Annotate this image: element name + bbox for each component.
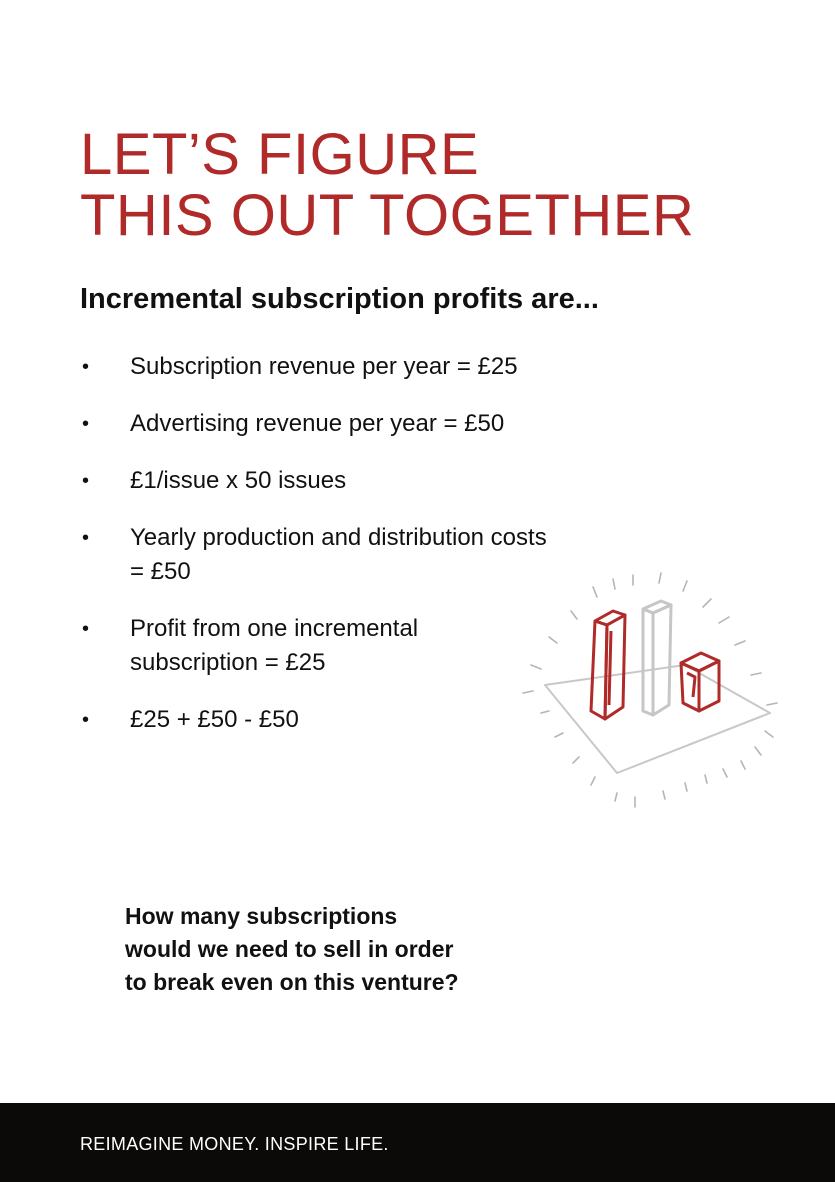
bullet-text: Subscription revenue per year = £25 — [130, 353, 518, 380]
title-line-1: LET’S FIGURE — [80, 122, 480, 187]
question-line-1: How many subscriptions — [125, 903, 398, 929]
bullet-marker: • — [82, 470, 90, 492]
footer-tagline: REIMAGINE MONEY. INSPIRE LIFE. — [80, 1134, 389, 1154]
bullet-marker: • — [82, 413, 90, 435]
bullet-marker: • — [82, 527, 90, 549]
bullet-text: £1/issue x 50 issues — [130, 467, 347, 494]
title-line-2: THIS OUT TOGETHER — [80, 183, 695, 248]
subtitle: Incremental subscription profits are... — [80, 283, 599, 315]
question-line-3: to break even on this venture? — [125, 969, 459, 995]
bar-chart-sketch-icon — [515, 565, 790, 815]
list-item — [80, 703, 580, 737]
list-item — [80, 350, 580, 384]
bullet-marker: • — [82, 356, 90, 378]
footer-bar — [0, 1103, 835, 1182]
bullet-list — [80, 350, 580, 760]
bullet-text: £25 + £50 - £50 — [130, 706, 299, 733]
bullet-text: Advertising revenue per year = £50 — [130, 410, 505, 437]
page-title — [80, 124, 694, 246]
list-item — [80, 612, 490, 680]
list-item — [80, 407, 580, 441]
bullet-marker: • — [82, 709, 90, 731]
question-line-2: would we need to sell in order — [125, 936, 454, 962]
bullet-marker: • — [82, 618, 90, 640]
list-item — [80, 464, 580, 498]
closing-question — [125, 900, 545, 999]
list-item — [80, 521, 560, 589]
bullet-text: Profit from one incremental subscription = £25 — [130, 615, 419, 676]
bullet-text: Yearly production and distribution costs = £50 — [130, 524, 547, 585]
